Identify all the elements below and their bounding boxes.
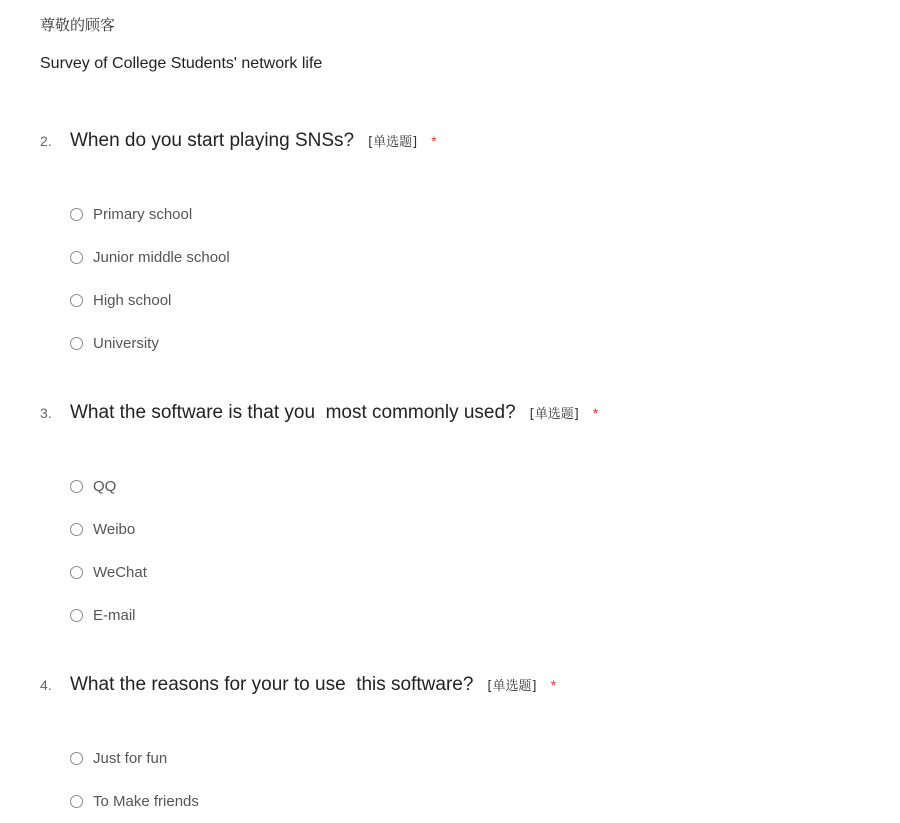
survey-title: Survey of College Students' network life bbox=[40, 55, 323, 72]
question-type-tag: [单选题] bbox=[529, 407, 579, 422]
radio-button[interactable] bbox=[70, 523, 83, 536]
option-label: Junior middle school bbox=[93, 249, 230, 266]
option-high-school[interactable] bbox=[70, 279, 230, 322]
radio-button[interactable] bbox=[70, 337, 83, 350]
radio-button[interactable] bbox=[70, 251, 83, 264]
option-weibo[interactable] bbox=[70, 508, 147, 551]
question-header bbox=[40, 130, 860, 158]
options-list bbox=[70, 193, 230, 365]
option-to-make-friends[interactable] bbox=[70, 780, 199, 823]
question-number: 4. bbox=[40, 677, 52, 693]
required-marker: * bbox=[592, 405, 599, 421]
option-label: Just for fun bbox=[93, 750, 168, 767]
question-number: 3. bbox=[40, 405, 52, 421]
radio-button[interactable] bbox=[70, 795, 83, 808]
question-type-tag: [单选题] bbox=[487, 679, 537, 694]
radio-button[interactable] bbox=[70, 609, 83, 622]
question-2 bbox=[40, 130, 860, 352]
question-header bbox=[40, 674, 860, 702]
option-label: University bbox=[93, 335, 159, 352]
question-3 bbox=[40, 402, 860, 624]
option-qq[interactable] bbox=[70, 465, 147, 508]
question-type-tag: [单选题] bbox=[368, 135, 418, 150]
option-label: E-mail bbox=[93, 607, 136, 624]
option-label: To Make friends bbox=[93, 793, 199, 810]
required-marker: * bbox=[550, 677, 557, 693]
option-label: Primary school bbox=[93, 206, 193, 223]
option-label: WeChat bbox=[93, 564, 147, 581]
radio-button[interactable] bbox=[70, 208, 83, 221]
option-just-for-fun[interactable] bbox=[70, 737, 199, 780]
required-marker: * bbox=[431, 133, 437, 149]
option-email[interactable] bbox=[70, 594, 147, 637]
question-4 bbox=[40, 674, 860, 810]
question-text: What the reasons for your to use this software? bbox=[70, 674, 474, 695]
greeting-text: 尊敬的顾客 bbox=[40, 16, 116, 34]
question-text: What the software is that you most commonly used? bbox=[70, 402, 516, 423]
radio-button[interactable] bbox=[70, 294, 83, 307]
option-wechat[interactable] bbox=[70, 551, 147, 594]
option-university[interactable] bbox=[70, 322, 230, 365]
radio-button[interactable] bbox=[70, 566, 83, 579]
option-primary-school[interactable] bbox=[70, 193, 230, 236]
option-label: QQ bbox=[93, 478, 117, 495]
question-header bbox=[40, 402, 860, 430]
question-text: When do you start playing SNSs? bbox=[70, 130, 355, 151]
radio-button[interactable] bbox=[70, 752, 83, 765]
option-junior-middle-school[interactable] bbox=[70, 236, 230, 279]
options-list bbox=[70, 465, 147, 637]
options-list bbox=[70, 737, 199, 823]
option-label: Weibo bbox=[93, 521, 136, 538]
question-number: 2. bbox=[40, 133, 52, 149]
radio-button[interactable] bbox=[70, 480, 83, 493]
option-label: High school bbox=[93, 292, 172, 309]
